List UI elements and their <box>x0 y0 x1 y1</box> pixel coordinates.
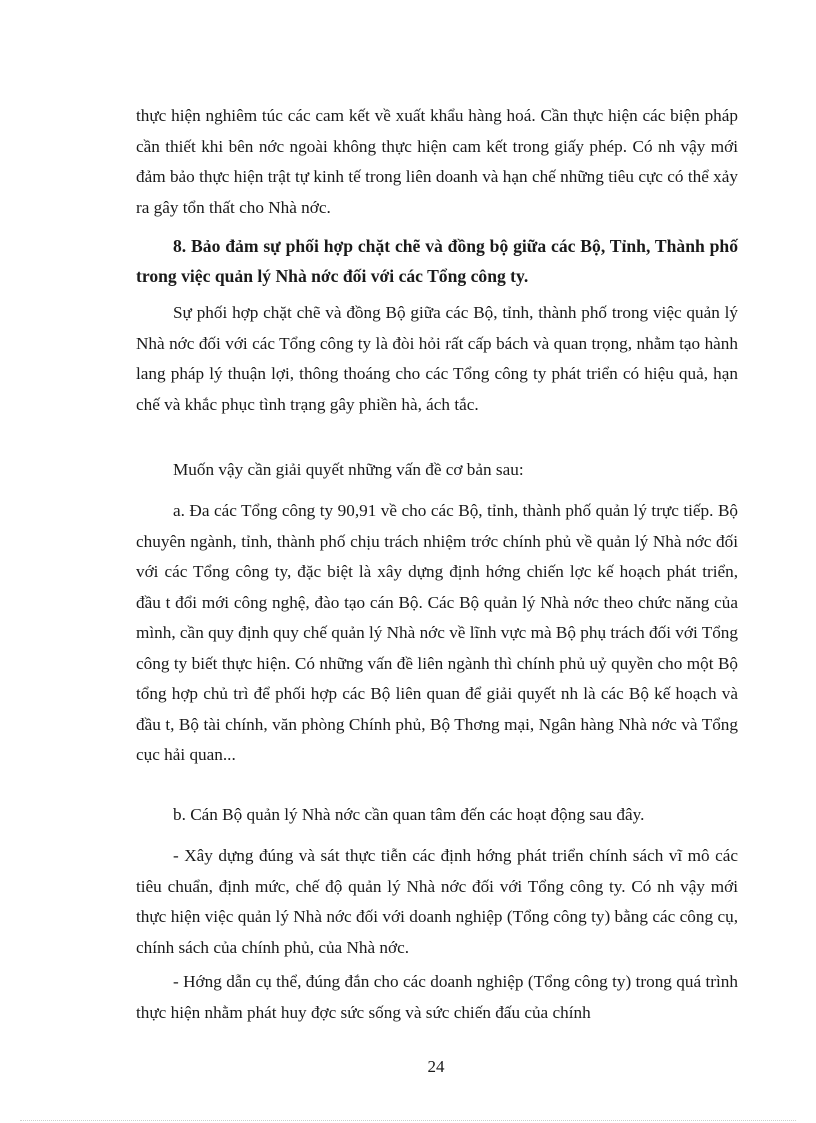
footer-divider <box>20 1120 796 1121</box>
paragraph-continued: thực hiện nghiêm túc các cam kết về xuất khẩu hàng hoá. Cần thực hiện các biện pháp cần thiết khi bên nớc ngoài không thực hiện cam kết trong giấy phép. Có nh vậy mới đảm bảo thực hiện trật tự kinh tế trong liên doanh và hạn chế những tiêu cực có thể xảy ra gây tổn thất cho Nhà nớc. <box>136 106 738 217</box>
paragraph-item-a: a. Đa các Tổng công ty 90,91 về cho các Bộ, tỉnh, thành phố quản lý trực tiếp. Bộ chuyên ngành, tỉnh, thành phố chịu trách nhiệm trớc chính phủ về quản lý Nhà nớc đối với các Tổng công ty, đặc biệt là xây dựng định hớng chiến lợc kế hoạch phát triển, đầu t đổi mới công nghệ, đào tạo cán Bộ. Các Bộ quản lý Nhà nớc theo chức năng của mình, cần quy định quy chế quản lý Nhà nớc về lĩnh vực mà Bộ phụ trách đối với Tổng công ty biết thực hiện. Có những vấn đề liên ngành thì chính phủ uỷ quyền cho một Bộ tổng hợp chủ trì để phối hợp các Bộ liên quan để giải quyết nh là các Bộ kế hoạch và đầu t, Bộ tài chính, văn phòng Chính phủ, Bộ Thơng mại, Ngân hàng Nhà nớc và Tổng cục hải quan... <box>136 501 738 764</box>
paragraph-coordination: Sự phối hợp chặt chẽ và đồng Bộ giữa các Bộ, tỉnh, thành phố trong việc quản lý Nhà nớc đối với các Tổng công ty là đòi hỏi rất cấp bách và quan trọng, nhằm tạo hành lang pháp lý thuận lợi, thông thoáng cho các Tổng công ty phát triển có hiệu quả, hạn chế và khắc phục tình trạng gây phiền hà, ách tắc. <box>136 303 738 414</box>
paragraph-intro: Muốn vậy cần giải quyết những vấn đề cơ bản sau: <box>173 460 524 479</box>
section-heading: 8. Bảo đảm sự phối hợp chặt chẽ và đồng bộ giữa các Bộ, Tỉnh, Thành phố trong việc quản lý Nhà nớc đối với các Tổng công ty. <box>136 236 738 286</box>
paragraph-bullet-1: - Xây dựng đúng và sát thực tiễn các định hớng phát triển chính sách vĩ mô các tiêu chuẩn, định mức, chế độ quản lý Nhà nớc đối với Tổng công ty. Có nh vậy mới thực hiện việc quản lý Nhà nớc đối với doanh nghiệp (Tổng công ty) bằng các công cụ, chính sách của chính phủ, của Nhà nớc. <box>136 846 738 957</box>
paragraph-item-b: b. Cán Bộ quản lý Nhà nớc cần quan tâm đến các hoạt động sau đây. <box>173 805 645 824</box>
paragraph-bullet-2: - Hớng dẫn cụ thể, đúng đắn cho các doanh nghiệp (Tổng công ty) trong quá trình thực hiện nhằm phát huy đợc sức sống và sức chiến đấu của chính <box>136 972 738 1022</box>
page-number: 24 <box>427 1057 445 1076</box>
